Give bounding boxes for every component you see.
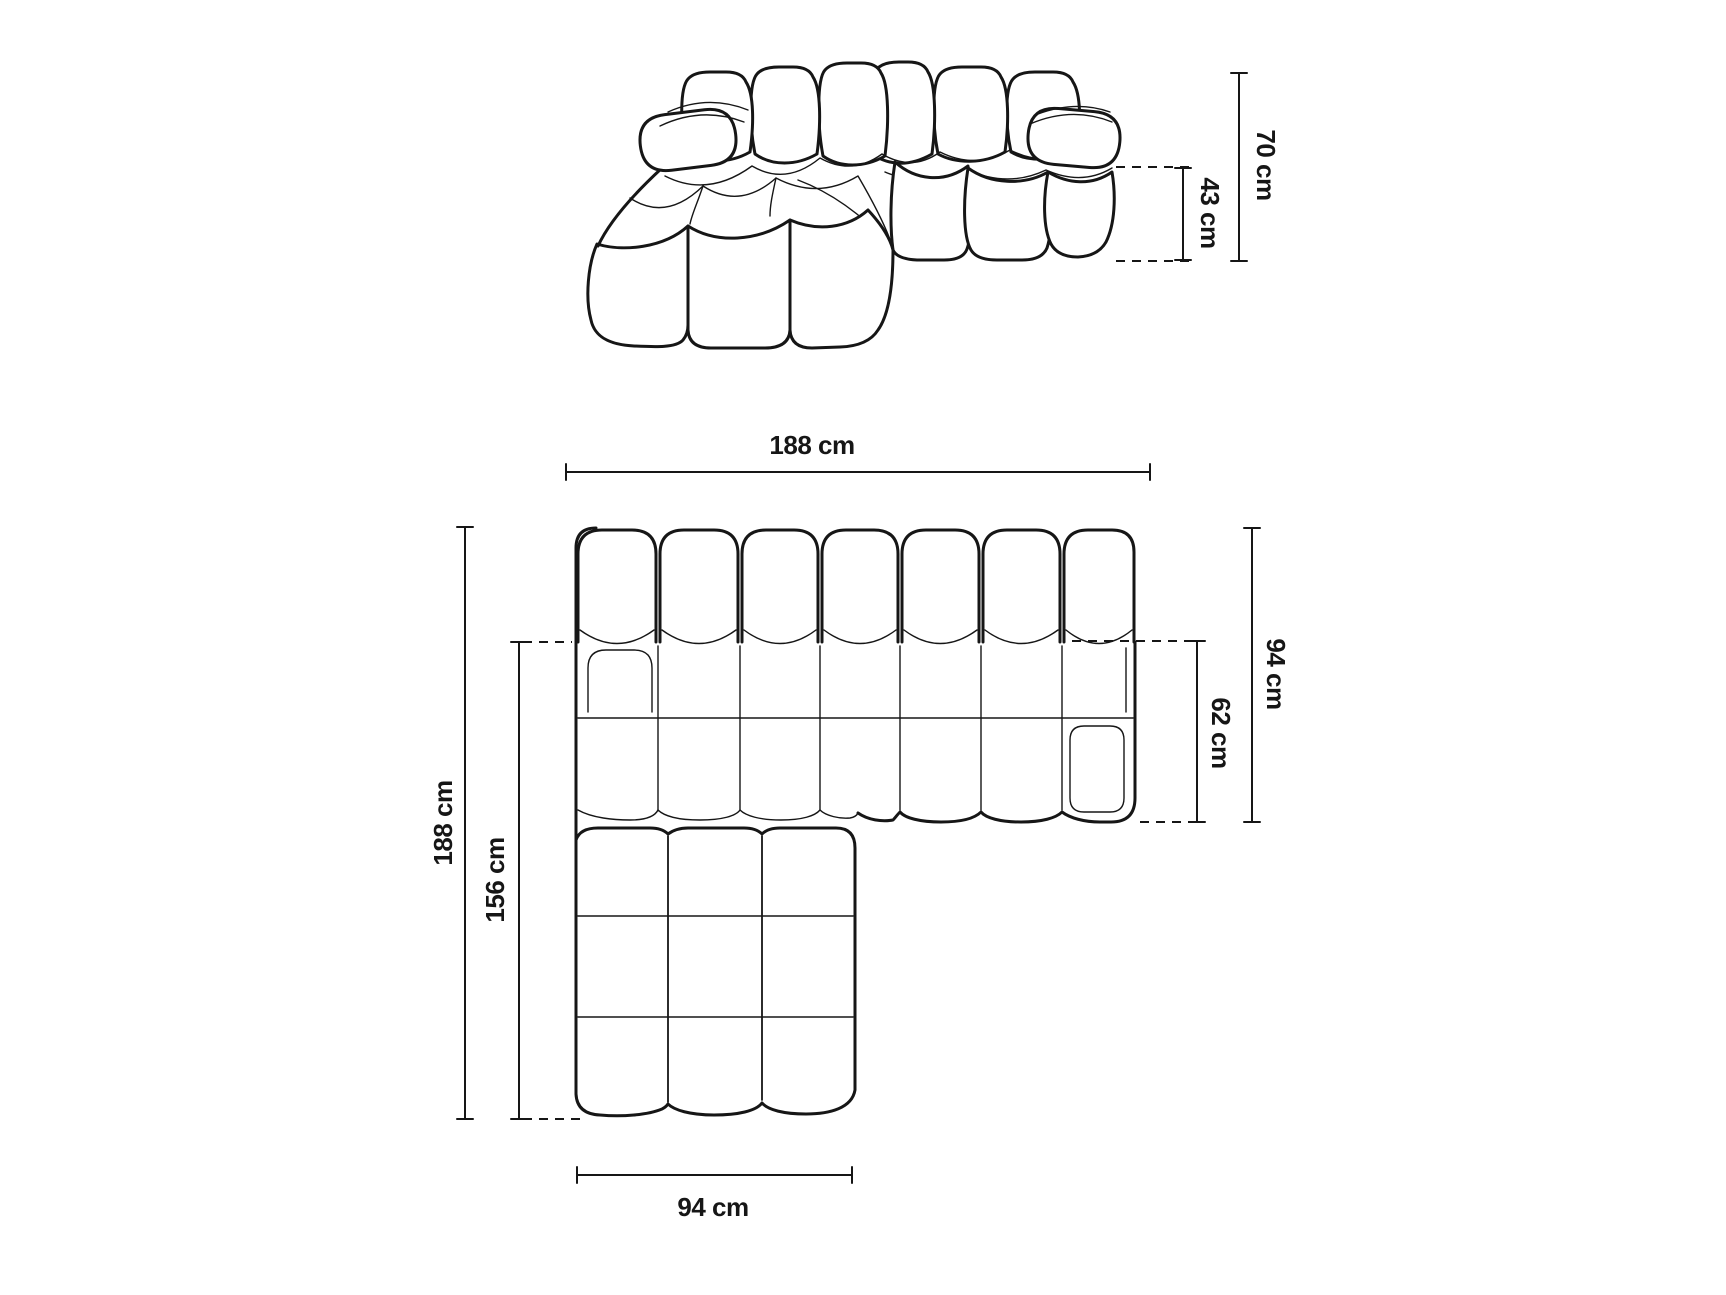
dim-seat-height-line bbox=[1175, 168, 1191, 260]
sofa-top-plan-drawing bbox=[576, 528, 1135, 1116]
right-armrest-bolster bbox=[1026, 106, 1123, 170]
seat-front-scallop bbox=[578, 810, 858, 820]
front-seat-cushion bbox=[891, 162, 971, 260]
sofa-front-perspective-drawing bbox=[588, 62, 1122, 348]
plan-outline-left-chaise bbox=[576, 528, 855, 1116]
backrest-cushion bbox=[751, 67, 820, 163]
dim-total-depth-line bbox=[457, 527, 473, 1119]
plan-corner-cushion bbox=[1064, 530, 1134, 642]
headrest-inner-line bbox=[588, 650, 652, 712]
plan-back-cushion bbox=[902, 530, 979, 642]
dim-right-depth-line bbox=[1244, 528, 1260, 822]
dim-total-height-line bbox=[1231, 73, 1247, 261]
chaise-seam bbox=[578, 916, 853, 1017]
backrest-cushion bbox=[934, 67, 1008, 161]
plan-view-dimensions bbox=[428, 430, 1291, 1222]
chaise-seam bbox=[668, 836, 762, 1102]
dim-chaise-extent-label: 156 cm bbox=[480, 837, 510, 923]
front-arm-cushion bbox=[1045, 172, 1115, 257]
plan-back-cushion bbox=[822, 530, 898, 642]
plan-back-cushion bbox=[983, 530, 1060, 642]
dim-total-height-label: 70 cm bbox=[1251, 129, 1281, 201]
plan-back-scallop bbox=[580, 630, 1132, 644]
plan-back-cushion bbox=[578, 530, 656, 642]
dim-total-depth-label: 188 cm bbox=[428, 780, 458, 866]
dim-seat-depth-line bbox=[1189, 641, 1205, 822]
seat-seam bbox=[658, 646, 1062, 810]
chaise-cushion bbox=[688, 220, 790, 348]
dim-seat-depth-label: 62 cm bbox=[1206, 697, 1236, 769]
dim-chaise-extent-line bbox=[511, 642, 527, 1119]
dim-total-width-label: 188 cm bbox=[769, 430, 855, 460]
armrest-inner-line bbox=[1070, 726, 1124, 812]
dim-total-width-line bbox=[566, 464, 1150, 480]
front-view-dimensions bbox=[1116, 73, 1281, 261]
plan-back-cushion bbox=[660, 530, 738, 642]
dim-chaise-width-label: 94 cm bbox=[677, 1192, 749, 1222]
dim-chaise-width-line bbox=[577, 1167, 852, 1183]
chaise-cushion bbox=[790, 210, 893, 348]
dim-seat-height-label: 43 cm bbox=[1195, 177, 1225, 249]
chaise-tuft-seam bbox=[770, 178, 776, 216]
front-seat-cushion bbox=[965, 168, 1052, 260]
backrest-cushion bbox=[819, 63, 888, 165]
dim-right-depth-label: 94 cm bbox=[1261, 638, 1291, 710]
plan-back-cushion bbox=[742, 530, 818, 642]
chaise-cushion bbox=[588, 226, 688, 347]
